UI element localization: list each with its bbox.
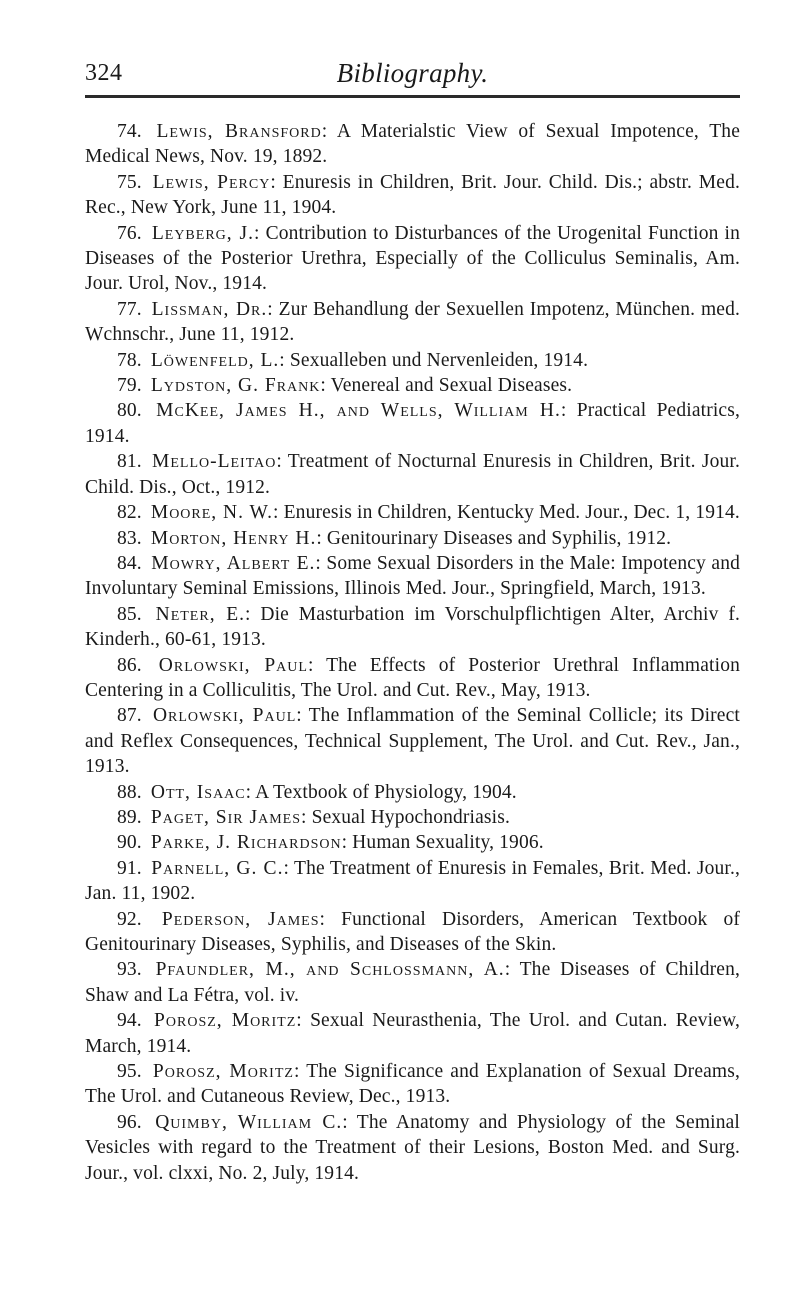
bibliography-entry <box>85 653 740 704</box>
entry-author: Pederson, James <box>161 908 320 930</box>
entry-author: Lissman, Dr. <box>151 298 268 320</box>
entry-text: : Enuresis in Children, Brit. Jour. Child. Dis.; abstr. Med. Rec., New York, June 11, 1904. <box>85 171 741 219</box>
running-title: Bibliography. <box>336 58 489 88</box>
entry-text: : Sexualleben und Nervenleiden, 1914. <box>279 349 589 371</box>
bibliography-entry <box>85 297 740 348</box>
entry-number: 86. <box>117 654 142 676</box>
bibliography-entry <box>85 551 740 602</box>
entry-text: : The Diseases of Children, Shaw and La Fétra, vol. iv. <box>85 959 740 1006</box>
bibliography-entry <box>85 805 740 830</box>
entry-author: Paget, Sir James <box>150 806 301 828</box>
entry-author: Orlowski, Paul <box>152 705 297 727</box>
entry-number: 92. <box>117 908 142 930</box>
entry-author: Löwenfeld, L. <box>150 349 280 371</box>
entry-author: Porosz, Moritz <box>152 1061 294 1083</box>
entry-text: : Sexual Neurasthenia, The Urol. and Cutan. Review, March, 1914. <box>85 1010 740 1057</box>
bibliography-entry <box>85 957 740 1008</box>
bibliography-entry <box>85 500 740 525</box>
entry-number: 76. <box>117 222 142 244</box>
entry-text: : Genitourinary Diseases and Syphilis, 1912. <box>316 527 672 549</box>
entry-author: Morton, Henry H. <box>150 527 317 549</box>
bibliography-list <box>85 119 740 1186</box>
bibliography-entry <box>85 907 740 958</box>
entry-author: Neter, E. <box>155 603 246 625</box>
entry-text: : Human Sexuality, 1906. <box>341 832 544 854</box>
entry-author: Mowry, Albert E. <box>151 552 316 574</box>
page-number: 324 <box>85 60 123 86</box>
entry-number: 79. <box>117 375 142 397</box>
entry-number: 82. <box>117 502 142 524</box>
entry-text: : Practical Pediatrics, 1914. <box>85 400 740 447</box>
entry-author: Parke, J. Richardson <box>150 832 342 854</box>
entry-number: 85. <box>117 603 142 625</box>
entry-number: 96. <box>117 1111 142 1133</box>
bibliography-entry <box>85 703 740 779</box>
entry-text: : A Textbook of Physiology, 1904. <box>245 781 517 803</box>
entry-number: 81. <box>117 451 142 473</box>
entry-author: Pfaundler, M., and Schlossmann, A. <box>155 959 505 981</box>
entry-number: 90. <box>117 832 142 854</box>
entry-number: 93. <box>117 959 142 981</box>
entry-author: Lewis, Percy <box>152 171 271 193</box>
entry-author: Porosz, Moritz <box>154 1010 297 1032</box>
page-header <box>85 50 740 98</box>
entry-author: Lewis, Bransford <box>156 121 322 142</box>
entry-author: Orlowski, Paul <box>158 654 308 676</box>
bibliography-entry <box>85 170 740 221</box>
entry-text: : Die Masturbation im Vorschulpflichtigen Alter, Archiv f. Kinderh., 60-61, 1913. <box>85 603 740 651</box>
bibliography-entry <box>85 398 740 449</box>
entry-author: Parnell, G. C. <box>151 857 284 879</box>
bibliography-entry <box>85 856 740 907</box>
bibliography-entry <box>85 221 740 297</box>
entry-number: 77. <box>117 298 142 320</box>
bibliography-entry <box>85 119 740 170</box>
entry-text: : A Materialstic View of Sexual Impotence, The Medical News, Nov. 19, 1892. <box>85 121 740 168</box>
entry-text: : Enuresis in Children, Kentucky Med. Jour., Dec. 1, 1914. <box>273 502 740 524</box>
header-rule <box>85 95 740 98</box>
entry-number: 84. <box>117 552 142 574</box>
bibliography-entry <box>85 1059 740 1110</box>
entry-author: McKee, James H., and Wells, William H. <box>156 400 561 422</box>
entry-text: : The Significance and Explanation of Sexual Dreams, The Urol. and Cutaneous Review, Dec., 1913. <box>85 1061 741 1108</box>
entry-number: 91. <box>117 857 142 879</box>
entry-text: : The Inflammation of the Seminal Collicle; its Direct and Reflex Consequences, Technical Supplement, The Urol. and Cut. Rev., Jan., 1913. <box>85 705 740 778</box>
entry-number: 94. <box>117 1010 142 1032</box>
entry-number: 88. <box>117 781 142 803</box>
bibliography-entry <box>85 1008 740 1059</box>
entry-text: : Sexual Hypochondriasis. <box>300 806 510 828</box>
bibliography-entry <box>85 602 740 653</box>
entry-text: : Functional Disorders, American Textbook of Genitourinary Diseases, Syphilis, and Diseases of the Skin. <box>85 908 741 955</box>
bibliography-entry <box>85 1110 740 1186</box>
entry-text: : Contribution to Disturbances of the Urogenital Function in Diseases of the Posterior Urethra, Especially of the Colliculus Seminalis, Am. Jour. Urol, Nov., 1914. <box>85 222 740 295</box>
bibliography-entry <box>85 373 740 398</box>
entry-author: Mello-Leitao <box>152 451 277 473</box>
entry-text: : The Treatment of Enuresis in Females, Brit. Med. Jour., Jan. 11, 1902. <box>85 857 741 905</box>
entry-author: Moore, N. W. <box>150 502 274 524</box>
entry-author: Leyberg, J. <box>151 222 254 244</box>
entry-author: Quimby, William C. <box>155 1111 343 1133</box>
entry-number: 78. <box>117 349 142 371</box>
bibliography-entry <box>85 348 740 373</box>
entry-text: : The Anatomy and Physiology of the Seminal Vesicles with regard to the Treatment of their Lesions, Boston Med. and Surg. Jour., vol. clxxi, No. 2, July, 1914. <box>85 1111 740 1184</box>
bibliography-entry <box>85 449 740 500</box>
entry-author: Ott, Isaac <box>150 781 246 803</box>
bibliography-entry <box>85 830 740 855</box>
entry-number: 74. <box>117 121 142 142</box>
entry-text: : Venereal and Sexual Diseases. <box>320 375 573 397</box>
entry-number: 89. <box>117 806 142 828</box>
entry-number: 83. <box>117 527 142 549</box>
bibliography-entry <box>85 780 740 805</box>
entry-text: : Zur Behandlung der Sexuellen Impotenz, München. med. Wchnschr., June 11, 1912. <box>85 298 741 346</box>
entry-number: 87. <box>117 705 142 727</box>
bibliography-entry <box>85 526 740 551</box>
entry-text: : Treatment of Nocturnal Enuresis in Children, Brit. Jour. Child. Dis., Oct., 1912. <box>85 451 740 498</box>
entry-author: Lydston, G. Frank <box>150 375 321 397</box>
entry-number: 80. <box>117 400 142 422</box>
entry-text: : The Effects of Posterior Urethral Inflammation Centering in a Colliculitis, The Urol. and Cut. Rev., May, 1913. <box>85 654 740 701</box>
entry-number: 75. <box>117 171 142 193</box>
entry-text: : Some Sexual Disorders in the Male: Impotency and Involuntary Seminal Emissions, Illinois Med. Jour., Springfield, March, 1913. <box>85 552 740 600</box>
entry-number: 95. <box>117 1061 142 1083</box>
